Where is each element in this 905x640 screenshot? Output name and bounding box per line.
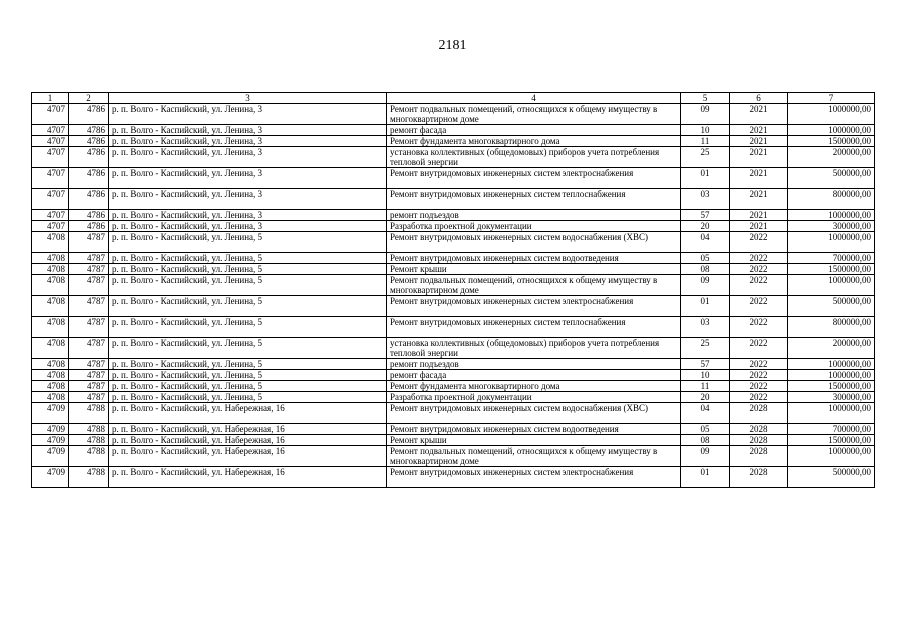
cell-address: р. п. Волго - Каспийский, ул. Ленина, 5	[109, 264, 387, 275]
table-row	[32, 424, 875, 435]
cell-year: 2021	[730, 210, 788, 221]
cell-year: 2028	[730, 467, 788, 488]
cell-house-id: 4787	[69, 338, 109, 359]
cell-year: 2022	[730, 359, 788, 370]
cell-record-number: 4709	[32, 435, 69, 446]
cell-work-code: 11	[681, 136, 730, 147]
cell-house-id: 4786	[69, 136, 109, 147]
cell-year: 2021	[730, 168, 788, 189]
cell-cost: 1000000,00	[788, 370, 875, 381]
cell-cost: 1000000,00	[788, 104, 875, 125]
cell-record-number: 4707	[32, 168, 69, 189]
cell-cost: 1000000,00	[788, 232, 875, 253]
table-row	[32, 147, 875, 168]
cell-record-number: 4709	[32, 446, 69, 467]
cell-cost: 300000,00	[788, 221, 875, 232]
cell-record-number: 4709	[32, 467, 69, 488]
cell-address: р. п. Волго - Каспийский, ул. Ленина, 3	[109, 168, 387, 189]
table-row	[32, 189, 875, 210]
header-row	[32, 93, 875, 104]
cell-work-code: 03	[681, 317, 730, 338]
cell-house-id: 4787	[69, 232, 109, 253]
cell-record-number: 4708	[32, 232, 69, 253]
cell-record-number: 4707	[32, 104, 69, 125]
cell-work-type: Ремонт внутридомовых инженерных систем теплоснабжения	[387, 317, 681, 338]
cell-address: р. п. Волго - Каспийский, ул. Ленина, 5	[109, 370, 387, 381]
cell-work-code: 09	[681, 104, 730, 125]
cell-address: р. п. Волго - Каспийский, ул. Набережная, 16	[109, 424, 387, 435]
cell-year: 2022	[730, 275, 788, 296]
cell-house-id: 4786	[69, 210, 109, 221]
cell-cost: 1000000,00	[788, 403, 875, 424]
cell-record-number: 4708	[32, 264, 69, 275]
cell-work-code: 57	[681, 359, 730, 370]
column-header: 4	[387, 93, 681, 104]
cell-work-type: Ремонт фундамента многоквартирного дома	[387, 381, 681, 392]
column-header: 1	[32, 93, 69, 104]
cell-work-code: 01	[681, 296, 730, 317]
cell-address: р. п. Волго - Каспийский, ул. Набережная, 16	[109, 467, 387, 488]
cell-work-type: Ремонт подвальных помещений, относящихся к общему имуществу в многоквартирном доме	[387, 446, 681, 467]
cell-year: 2021	[730, 189, 788, 210]
cell-work-type: Ремонт внутридомовых инженерных систем теплоснабжения	[387, 189, 681, 210]
table-row	[32, 392, 875, 403]
cell-house-id: 4786	[69, 189, 109, 210]
cell-year: 2028	[730, 435, 788, 446]
cell-record-number: 4708	[32, 392, 69, 403]
cell-house-id: 4788	[69, 435, 109, 446]
column-header: 5	[681, 93, 730, 104]
cell-cost: 1000000,00	[788, 359, 875, 370]
cell-cost: 1000000,00	[788, 125, 875, 136]
cell-address: р. п. Волго - Каспийский, ул. Ленина, 3	[109, 147, 387, 168]
table-row	[32, 359, 875, 370]
cell-year: 2028	[730, 446, 788, 467]
cell-house-id: 4787	[69, 275, 109, 296]
cell-address: р. п. Волго - Каспийский, ул. Ленина, 5	[109, 275, 387, 296]
cell-record-number: 4707	[32, 136, 69, 147]
cell-year: 2021	[730, 136, 788, 147]
cell-record-number: 4708	[32, 370, 69, 381]
cell-work-code: 25	[681, 338, 730, 359]
cell-record-number: 4709	[32, 403, 69, 424]
cell-work-type: ремонт фасада	[387, 125, 681, 136]
cell-work-type: Ремонт крыши	[387, 435, 681, 446]
cell-house-id: 4787	[69, 370, 109, 381]
cell-record-number: 4708	[32, 253, 69, 264]
cell-house-id: 4787	[69, 296, 109, 317]
cell-record-number: 4707	[32, 221, 69, 232]
cell-cost: 500000,00	[788, 168, 875, 189]
cell-work-code: 09	[681, 446, 730, 467]
cell-cost: 1000000,00	[788, 210, 875, 221]
cell-address: р. п. Волго - Каспийский, ул. Ленина, 3	[109, 189, 387, 210]
cell-cost: 700000,00	[788, 424, 875, 435]
cell-work-type: Ремонт крыши	[387, 264, 681, 275]
cell-work-code: 05	[681, 253, 730, 264]
cell-work-type: Ремонт фундамента многоквартирного дома	[387, 136, 681, 147]
cell-work-type: ремонт подъездов	[387, 359, 681, 370]
cell-house-id: 4788	[69, 403, 109, 424]
cell-work-code: 05	[681, 424, 730, 435]
cell-work-code: 09	[681, 275, 730, 296]
cell-work-code: 57	[681, 210, 730, 221]
cell-work-code: 01	[681, 168, 730, 189]
cell-work-type: установка коллективных (общедомовых) приборов учета потребления тепловой энергии	[387, 338, 681, 359]
cell-record-number: 4707	[32, 125, 69, 136]
cell-year: 2022	[730, 338, 788, 359]
table-row	[32, 296, 875, 317]
cell-address: р. п. Волго - Каспийский, ул. Набережная, 16	[109, 446, 387, 467]
cell-work-type: ремонт подъездов	[387, 210, 681, 221]
cell-house-id: 4786	[69, 125, 109, 136]
cell-work-type: Разработка проектной документации	[387, 221, 681, 232]
cell-house-id: 4787	[69, 359, 109, 370]
cell-work-code: 04	[681, 232, 730, 253]
page-number: 2181	[438, 38, 467, 53]
table-row	[32, 338, 875, 359]
cell-year: 2021	[730, 104, 788, 125]
cell-work-code: 10	[681, 370, 730, 381]
cell-address: р. п. Волго - Каспийский, ул. Ленина, 3	[109, 125, 387, 136]
cell-house-id: 4786	[69, 221, 109, 232]
table-row	[32, 104, 875, 125]
cell-work-code: 08	[681, 264, 730, 275]
cell-work-code: 03	[681, 189, 730, 210]
cell-year: 2021	[730, 125, 788, 136]
cell-work-code: 01	[681, 467, 730, 488]
cell-address: р. п. Волго - Каспийский, ул. Ленина, 5	[109, 232, 387, 253]
cell-work-type: Ремонт внутридомовых инженерных систем водоотведения	[387, 253, 681, 264]
cell-address: р. п. Волго - Каспийский, ул. Набережная, 16	[109, 403, 387, 424]
cell-address: р. п. Волго - Каспийский, ул. Ленина, 5	[109, 317, 387, 338]
table-row	[32, 136, 875, 147]
table-row	[32, 403, 875, 424]
cell-house-id: 4788	[69, 424, 109, 435]
cell-work-type: Ремонт внутридомовых инженерных систем водоснабжения (ХВС)	[387, 232, 681, 253]
cell-record-number: 4708	[32, 381, 69, 392]
cell-work-code: 08	[681, 435, 730, 446]
cell-cost: 200000,00	[788, 338, 875, 359]
cell-address: р. п. Волго - Каспийский, ул. Ленина, 5	[109, 359, 387, 370]
table-row	[32, 446, 875, 467]
cell-year: 2022	[730, 370, 788, 381]
cell-house-id: 4788	[69, 467, 109, 488]
cell-address: р. п. Волго - Каспийский, ул. Ленина, 5	[109, 392, 387, 403]
cell-cost: 800000,00	[788, 189, 875, 210]
cell-address: р. п. Волго - Каспийский, ул. Ленина, 5	[109, 296, 387, 317]
table-row	[32, 125, 875, 136]
cell-address: р. п. Волго - Каспийский, ул. Ленина, 3	[109, 104, 387, 125]
table-body	[32, 104, 875, 488]
column-header: 6	[730, 93, 788, 104]
cell-record-number: 4707	[32, 210, 69, 221]
cell-house-id: 4786	[69, 168, 109, 189]
table-row	[32, 264, 875, 275]
cell-house-id: 4786	[69, 147, 109, 168]
cell-work-type: Разработка проектной документации	[387, 392, 681, 403]
column-header: 7	[788, 93, 875, 104]
cell-house-id: 4787	[69, 264, 109, 275]
table-row	[32, 221, 875, 232]
table-row	[32, 168, 875, 189]
cell-work-code: 11	[681, 381, 730, 392]
cell-cost: 300000,00	[788, 392, 875, 403]
cell-house-id: 4786	[69, 104, 109, 125]
table-row	[32, 381, 875, 392]
cell-record-number: 4707	[32, 147, 69, 168]
cell-house-id: 4787	[69, 253, 109, 264]
cell-work-code: 04	[681, 403, 730, 424]
cell-work-code: 20	[681, 392, 730, 403]
cell-year: 2028	[730, 403, 788, 424]
cell-work-type: Ремонт внутридомовых инженерных систем электроснабжения	[387, 467, 681, 488]
column-header: 3	[109, 93, 387, 104]
cell-work-code: 10	[681, 125, 730, 136]
cell-record-number: 4708	[32, 275, 69, 296]
cell-house-id: 4787	[69, 381, 109, 392]
cell-year: 2028	[730, 424, 788, 435]
table-row	[32, 275, 875, 296]
cell-record-number: 4708	[32, 296, 69, 317]
cell-cost: 500000,00	[788, 467, 875, 488]
cell-cost: 1000000,00	[788, 275, 875, 296]
cell-year: 2022	[730, 253, 788, 264]
cell-cost: 500000,00	[788, 296, 875, 317]
cell-address: р. п. Волго - Каспийский, ул. Ленина, 5	[109, 253, 387, 264]
cell-record-number: 4709	[32, 424, 69, 435]
cell-work-type: Ремонт внутридомовых инженерных систем водоснабжения (ХВС)	[387, 403, 681, 424]
cell-work-type: Ремонт внутридомовых инженерных систем электроснабжения	[387, 168, 681, 189]
cell-cost: 800000,00	[788, 317, 875, 338]
cell-house-id: 4788	[69, 446, 109, 467]
column-header: 2	[69, 93, 109, 104]
table-row	[32, 370, 875, 381]
cell-address: р. п. Волго - Каспийский, ул. Ленина, 5	[109, 338, 387, 359]
table-row	[32, 467, 875, 488]
cell-address: р. п. Волго - Каспийский, ул. Ленина, 3	[109, 221, 387, 232]
cell-record-number: 4708	[32, 317, 69, 338]
table-row	[32, 435, 875, 446]
cell-cost: 1500000,00	[788, 264, 875, 275]
cell-work-type: Ремонт внутридомовых инженерных систем водоотведения	[387, 424, 681, 435]
cell-year: 2022	[730, 296, 788, 317]
cell-year: 2022	[730, 317, 788, 338]
cell-cost: 700000,00	[788, 253, 875, 264]
cell-cost: 200000,00	[788, 147, 875, 168]
cell-record-number: 4708	[32, 359, 69, 370]
cell-year: 2022	[730, 264, 788, 275]
cell-cost: 1500000,00	[788, 435, 875, 446]
cell-record-number: 4708	[32, 338, 69, 359]
cell-work-code: 25	[681, 147, 730, 168]
cell-work-type: Ремонт внутридомовых инженерных систем электроснабжения	[387, 296, 681, 317]
cell-address: р. п. Волго - Каспийский, ул. Ленина, 5	[109, 381, 387, 392]
cell-cost: 1500000,00	[788, 136, 875, 147]
cell-address: р. п. Волго - Каспийский, ул. Ленина, 3	[109, 210, 387, 221]
cell-year: 2022	[730, 232, 788, 253]
table-row	[32, 317, 875, 338]
cell-address: р. п. Волго - Каспийский, ул. Набережная, 16	[109, 435, 387, 446]
cell-house-id: 4787	[69, 392, 109, 403]
table-row	[32, 210, 875, 221]
cell-cost: 1500000,00	[788, 381, 875, 392]
table-row	[32, 253, 875, 264]
cell-work-type: ремонт фасада	[387, 370, 681, 381]
cell-year: 2021	[730, 147, 788, 168]
cell-work-type: установка коллективных (общедомовых) приборов учета потребления тепловой энергии	[387, 147, 681, 168]
cell-work-code: 20	[681, 221, 730, 232]
cell-year: 2021	[730, 221, 788, 232]
cell-cost: 1000000,00	[788, 446, 875, 467]
cell-work-type: Ремонт подвальных помещений, относящихся к общему имуществу в многоквартирном доме	[387, 275, 681, 296]
table-row	[32, 232, 875, 253]
cell-address: р. п. Волго - Каспийский, ул. Ленина, 3	[109, 136, 387, 147]
cell-year: 2022	[730, 392, 788, 403]
cell-house-id: 4787	[69, 317, 109, 338]
works-table	[31, 92, 875, 488]
cell-record-number: 4707	[32, 189, 69, 210]
cell-work-type: Ремонт подвальных помещений, относящихся к общему имуществу в многоквартирном доме	[387, 104, 681, 125]
cell-year: 2022	[730, 381, 788, 392]
